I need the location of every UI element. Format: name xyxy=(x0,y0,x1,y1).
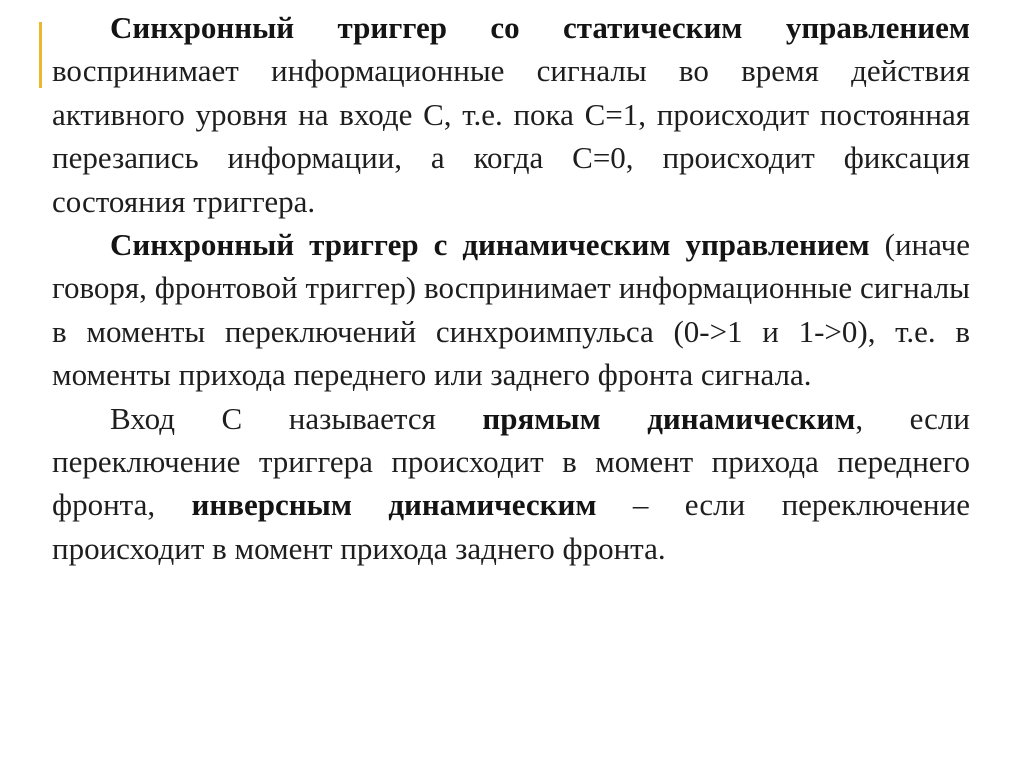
paragraph-input-c xyxy=(52,397,970,571)
paragraph-input-ending: – если переключение происходит в момент прихода заднего фронта. xyxy=(52,487,970,566)
paragraph-input-intro: Вход С называется xyxy=(110,400,483,436)
term-inverse-dynamic: инверсным динамическим xyxy=(191,487,597,523)
paragraph-dynamic-text: (иначе говоря, фронтовой триггер) воспринимает информационные сигналы в моменты переключений синхроимпульса (0->1 и 1->0), т.е. в моменты прихода переднего или заднего фронта сигнала. xyxy=(52,227,970,393)
slide-body xyxy=(52,6,970,570)
accent-bar xyxy=(39,22,42,88)
term-direct-dynamic: прямым динамическим xyxy=(482,400,856,436)
paragraph-static-text: воспринимает информационные сигналы во время действия активного уровня на входе С, т.е. пока С=1, происходит постоянная перезапись информации, а когда С=0, происходит фиксация состояния триггера. xyxy=(52,53,970,219)
paragraph-static-trigger xyxy=(52,6,970,223)
paragraph-dynamic-trigger xyxy=(52,223,970,397)
term-dynamic-trigger: Синхронный триггер с динамическим управлением xyxy=(110,227,870,263)
term-static-trigger: Синхронный триггер со статическим управлением xyxy=(110,10,970,45)
paragraph-input-middle: , если переключение триггера происходит в момент прихода переднего фронта, xyxy=(52,400,970,523)
